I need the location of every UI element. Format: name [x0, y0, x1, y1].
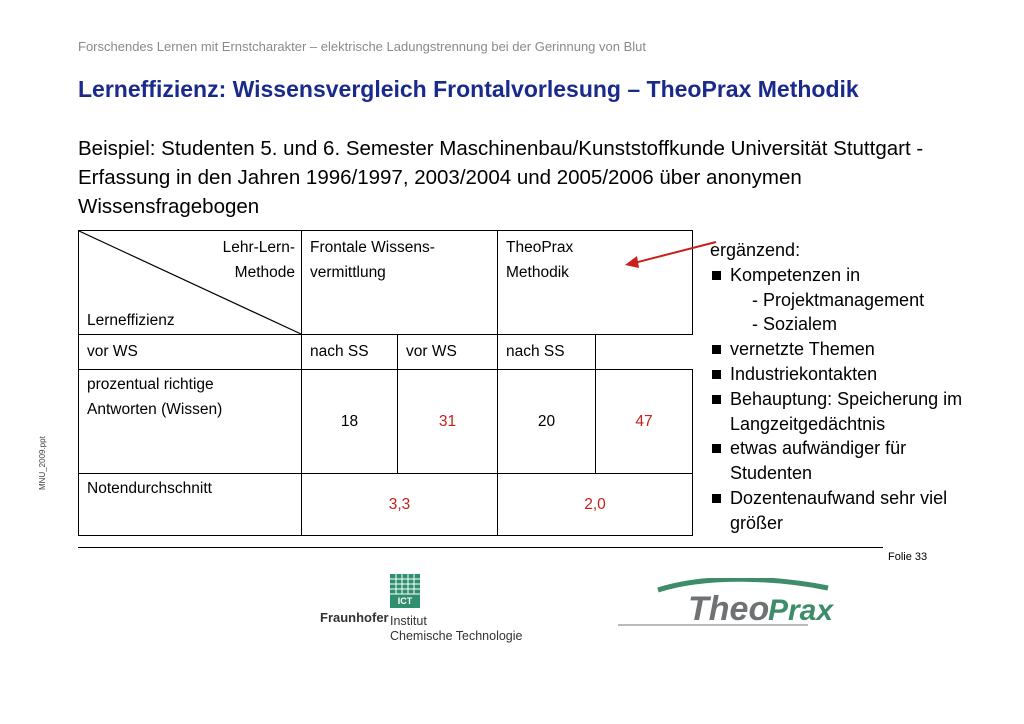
theoprax-logo-icon [618, 578, 838, 630]
comparison-table [78, 230, 693, 536]
square-bullet-icon [712, 494, 721, 503]
fraunhofer-ict-logo-icon [390, 574, 420, 608]
row-label-answers: prozentual richtige Antworten (Wissen) [79, 370, 302, 474]
slide-number: Folie 33 [888, 551, 928, 563]
row-label-grade: Notendurchschnitt [79, 474, 302, 536]
intro-text: Beispiel: Studenten 5. und 6. Semester Maschinenbau/Kunststoffkunde Universität Stuttgart - Erfassung in den Jahren 1996/1997, 2003/2004 und 2005/2006 über anonymen Wissensfragebogen [78, 137, 924, 218]
subheader-nach-ss-1: nach SS [302, 335, 398, 370]
note-item: vernetzte Themen [710, 337, 1005, 362]
header-theoprax: TheoPrax Methodik [498, 231, 693, 335]
square-bullet-icon [712, 395, 721, 404]
note-subitem: - Projektmanagement [752, 289, 925, 310]
note-item: Industriekontakten [710, 362, 1005, 387]
square-bullet-icon [712, 345, 721, 354]
value-frontal-nach: 31 [398, 370, 498, 474]
red-arrow-icon [620, 236, 720, 270]
notes-heading: ergänzend: [710, 240, 801, 260]
slide-title: Lerneffizienz: Wissensvergleich Frontalvorlesung – TheoPrax Methodik [78, 76, 859, 102]
running-header: Forschendes Lernen mit Ernstcharakter – elektrische Ladungstrennung bei der Gerinnung von Blut [78, 39, 646, 54]
header-frontal: Frontale Wissens- vermittlung [302, 231, 498, 335]
theoprax-logo-part2: Prax [768, 594, 834, 627]
fraunhofer-wordmark: Fraunhofer [320, 610, 389, 625]
square-bullet-icon [712, 271, 721, 280]
subheader-vor-ws-2: vor WS [398, 335, 498, 370]
grade-frontal: 3,3 [302, 474, 498, 536]
value-theoprax-vor: 20 [498, 370, 596, 474]
note-subitem: - Sozialem [752, 314, 838, 335]
theoprax-logo-part1: Theo [688, 590, 770, 628]
subheader-vor-ws-1: vor WS [79, 335, 302, 370]
footer-divider [78, 547, 883, 548]
ict-badge-text: ICT [397, 596, 413, 606]
institute-name: Institut Chemische Technologie [390, 614, 523, 643]
square-bullet-icon [712, 444, 721, 453]
subheader-nach-ss-2: nach SS [498, 335, 596, 370]
corner-method-label: Lehr-Lern- Methode [222, 239, 295, 281]
note-item: Dozentenaufwand sehr viel größer [710, 486, 1005, 536]
corner-efficiency-label: Lerneffizienz [87, 312, 175, 329]
note-item: Kompetenzen in - Projektmanagement - Sozialem [710, 263, 1005, 337]
value-frontal-vor: 18 [302, 370, 398, 474]
note-item: etwas aufwändiger für Studenten [710, 436, 980, 486]
value-theoprax-nach: 47 [596, 370, 693, 474]
note-item: Behauptung: Speicherung im Langzeitgedächtnis [710, 387, 995, 437]
supplement-notes [710, 238, 1005, 536]
table-corner-cell [79, 231, 302, 335]
grade-theoprax: 2,0 [498, 474, 693, 536]
file-reference: MNU_2009.ppt [38, 436, 47, 490]
square-bullet-icon [712, 370, 721, 379]
